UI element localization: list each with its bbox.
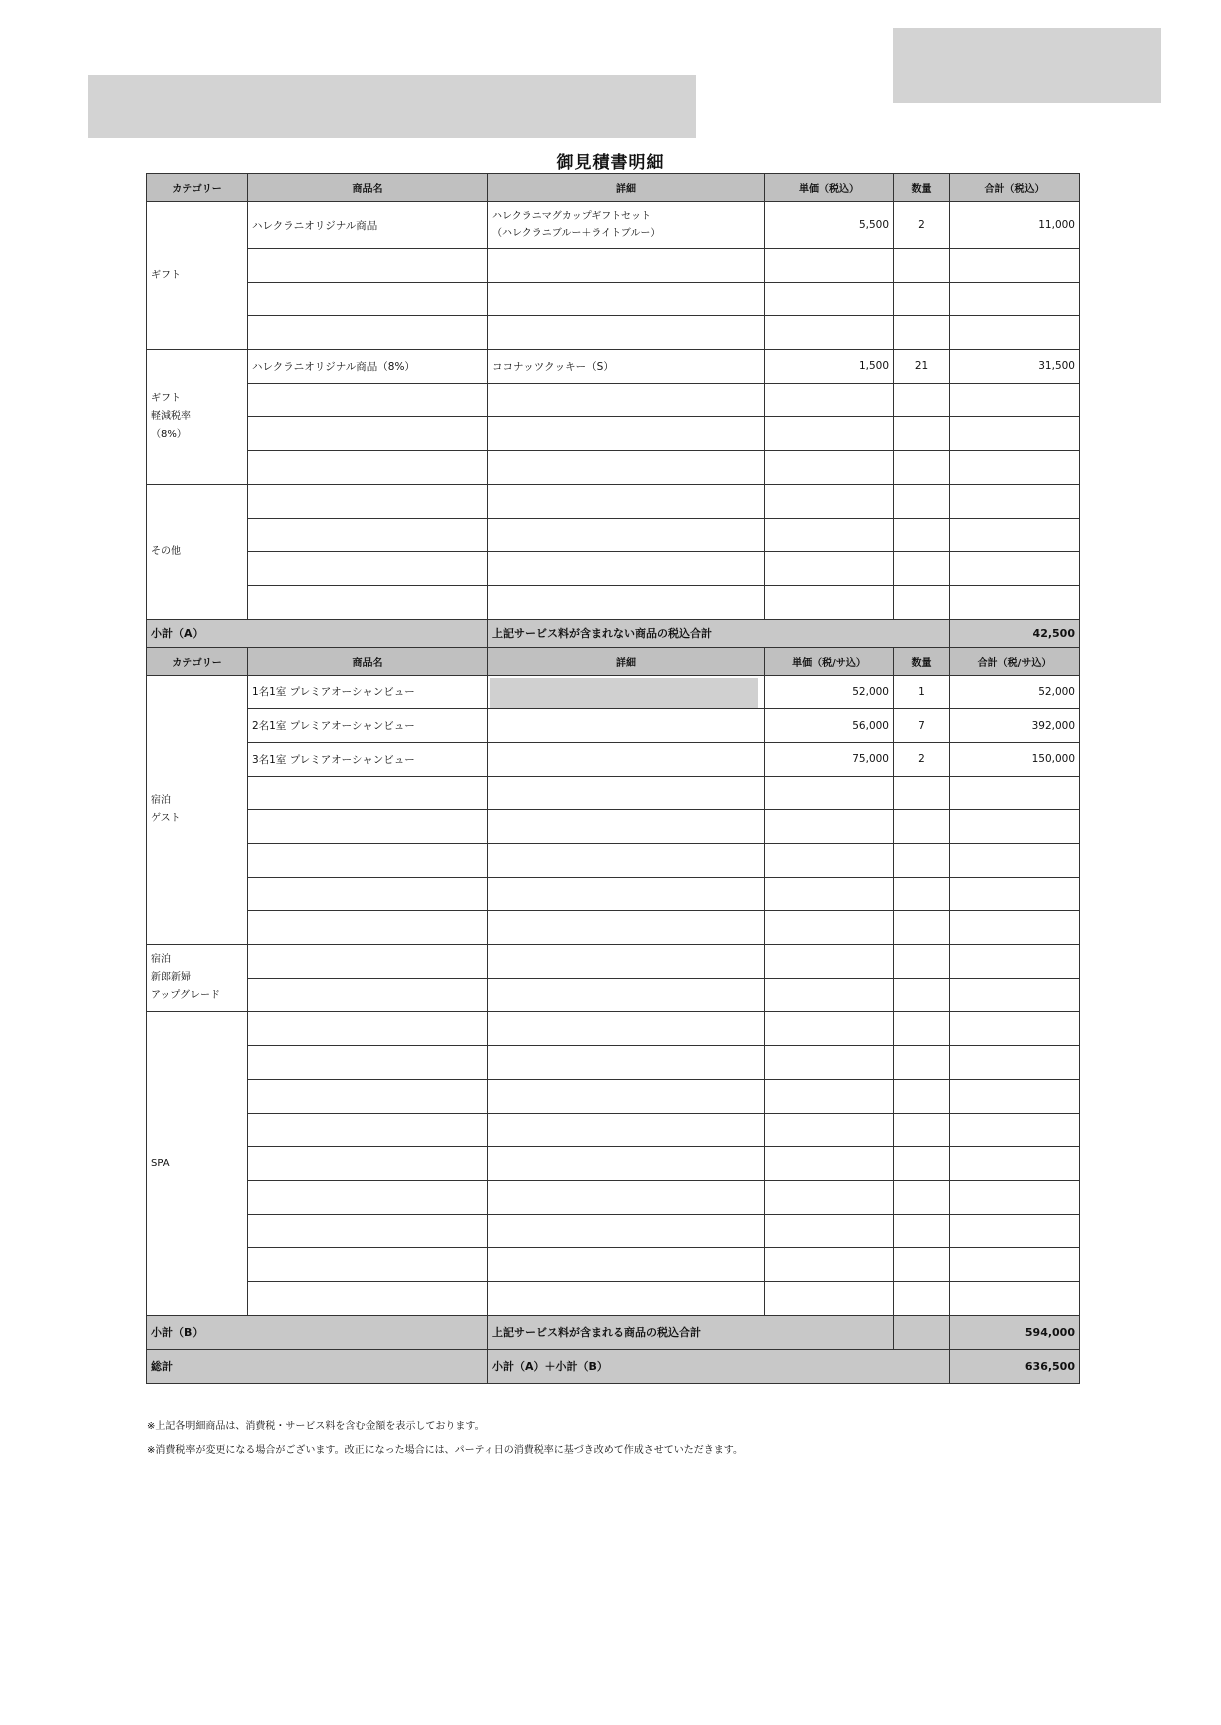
col-header-quantity: 数量 bbox=[894, 647, 950, 675]
category-label: 新郎新婦 bbox=[151, 972, 191, 984]
detail-line: ハレクラニマグカップギフトセット bbox=[492, 211, 651, 222]
subtotal-a-value: 42,500 bbox=[950, 619, 1080, 647]
product-cell: ハレクラニオリジナル商品 bbox=[248, 202, 488, 249]
table-row bbox=[147, 810, 1080, 844]
footnote: ※消費税率が変更になる場合がございます。改正になった場合には、パーティ日の消費税率に基づき改めて作成させていただきます。 bbox=[147, 1445, 743, 1456]
table-row bbox=[147, 350, 1080, 384]
table-row bbox=[147, 877, 1080, 911]
redacted-detail-block bbox=[490, 678, 758, 709]
table-row bbox=[147, 552, 1080, 586]
col-header-total: 合計（税/サ込） bbox=[950, 647, 1080, 675]
table-row bbox=[147, 282, 1080, 316]
footnotes bbox=[147, 1415, 743, 1463]
col-header-unit-price: 単価（税込） bbox=[765, 174, 894, 202]
table-row bbox=[147, 945, 1080, 979]
product-cell: 1名1室 プレミアオーシャンビュー bbox=[248, 675, 488, 709]
table-row bbox=[147, 1113, 1080, 1147]
subtotal-a-description: 上記サービス料が含まれない商品の税込合計 bbox=[488, 619, 950, 647]
quantity-cell: 2 bbox=[894, 742, 950, 776]
product-cell: 2名1室 プレミアオーシャンビュー bbox=[248, 709, 488, 743]
table-row bbox=[147, 585, 1080, 619]
table-row bbox=[147, 316, 1080, 350]
category-label: その他 bbox=[151, 545, 181, 557]
detail-cell bbox=[488, 202, 765, 249]
table-row bbox=[147, 417, 1080, 451]
grand-total-label: 総計 bbox=[147, 1349, 488, 1383]
total-cell: 11,000 bbox=[950, 202, 1080, 249]
col-header-product: 商品名 bbox=[248, 647, 488, 675]
col-header-product: 商品名 bbox=[248, 174, 488, 202]
table-row bbox=[147, 1180, 1080, 1214]
footnote: ※上記各明細商品は、消費税・サービス料を含む金額を表示しております。 bbox=[147, 1421, 485, 1432]
detail-cell: ココナッツクッキー（S） bbox=[488, 350, 765, 384]
col-header-total: 合計（税込） bbox=[950, 174, 1080, 202]
table-row bbox=[147, 383, 1080, 417]
detail-cell bbox=[488, 675, 765, 709]
category-label: 軽減税率 bbox=[151, 410, 191, 422]
section-a-header-row bbox=[147, 174, 1080, 202]
quantity-cell: 2 bbox=[894, 202, 950, 249]
redacted-block-header bbox=[88, 75, 696, 138]
table-row bbox=[147, 911, 1080, 945]
total-cell: 52,000 bbox=[950, 675, 1080, 709]
category-cell bbox=[147, 675, 248, 945]
category-cell bbox=[147, 484, 248, 619]
category-label: 宿泊 bbox=[151, 954, 171, 966]
table-row bbox=[147, 451, 1080, 485]
product-cell: 3名1室 プレミアオーシャンビュー bbox=[248, 742, 488, 776]
category-cell bbox=[147, 202, 248, 350]
table-row bbox=[147, 1012, 1080, 1046]
col-header-quantity: 数量 bbox=[894, 174, 950, 202]
page-title: 御見積書明細 bbox=[556, 153, 665, 173]
subtotal-b-row bbox=[147, 1315, 1080, 1349]
unit-price-cell: 56,000 bbox=[765, 709, 894, 743]
category-label: 宿泊 bbox=[151, 794, 171, 806]
detail-line: （ハレクラニブルー＋ライトブルー） bbox=[492, 228, 661, 239]
redacted-block-top-right bbox=[893, 28, 1161, 103]
table-row bbox=[147, 742, 1080, 776]
table-row bbox=[147, 709, 1080, 743]
product-cell: ハレクラニオリジナル商品（8%） bbox=[248, 350, 488, 384]
table-row bbox=[147, 202, 1080, 249]
table-row bbox=[147, 1248, 1080, 1282]
total-cell: 392,000 bbox=[950, 709, 1080, 743]
estimate-table bbox=[146, 173, 1080, 1384]
table-row bbox=[147, 1046, 1080, 1080]
table-row bbox=[147, 484, 1080, 518]
table-row bbox=[147, 1147, 1080, 1181]
category-label: SPA bbox=[151, 1157, 170, 1169]
col-header-detail: 詳細 bbox=[488, 647, 765, 675]
category-label: アップグレード bbox=[151, 990, 220, 1002]
col-header-unit-price: 単価（税/サ込） bbox=[765, 647, 894, 675]
category-label: （8%） bbox=[151, 428, 187, 440]
col-header-detail: 詳細 bbox=[488, 174, 765, 202]
subtotal-a-label: 小計（A） bbox=[147, 619, 488, 647]
category-label: ギフト bbox=[151, 269, 181, 281]
subtotal-b-value: 594,000 bbox=[950, 1315, 1080, 1349]
col-header-category: カテゴリー bbox=[147, 174, 248, 202]
table-row bbox=[147, 518, 1080, 552]
subtotal-b-description: 上記サービス料が含まれる商品の税込合計 bbox=[488, 1315, 894, 1349]
grand-total-description: 小計（A）＋小計（B） bbox=[488, 1349, 950, 1383]
table-row bbox=[147, 1214, 1080, 1248]
category-label: ギフト bbox=[151, 392, 181, 404]
col-header-category: カテゴリー bbox=[147, 647, 248, 675]
total-cell: 31,500 bbox=[950, 350, 1080, 384]
table-row bbox=[147, 249, 1080, 283]
quantity-cell: 21 bbox=[894, 350, 950, 384]
unit-price-cell: 52,000 bbox=[765, 675, 894, 709]
category-label: ゲスト bbox=[151, 812, 181, 824]
grand-total-value: 636,500 bbox=[950, 1349, 1080, 1383]
unit-price-cell: 5,500 bbox=[765, 202, 894, 249]
subtotal-b-label: 小計（B） bbox=[147, 1315, 488, 1349]
unit-price-cell: 1,500 bbox=[765, 350, 894, 384]
table-row bbox=[147, 1281, 1080, 1315]
subtotal-a-row bbox=[147, 619, 1080, 647]
table-row bbox=[147, 1079, 1080, 1113]
total-cell: 150,000 bbox=[950, 742, 1080, 776]
table-row bbox=[147, 776, 1080, 810]
category-cell bbox=[147, 1012, 248, 1315]
table-row bbox=[147, 844, 1080, 878]
section-b-header-row bbox=[147, 647, 1080, 675]
category-cell bbox=[147, 350, 248, 485]
table-row bbox=[147, 675, 1080, 709]
category-cell bbox=[147, 945, 248, 1012]
grand-total-row bbox=[147, 1349, 1080, 1383]
table-row bbox=[147, 978, 1080, 1012]
quantity-cell: 1 bbox=[894, 675, 950, 709]
quantity-cell: 7 bbox=[894, 709, 950, 743]
unit-price-cell: 75,000 bbox=[765, 742, 894, 776]
